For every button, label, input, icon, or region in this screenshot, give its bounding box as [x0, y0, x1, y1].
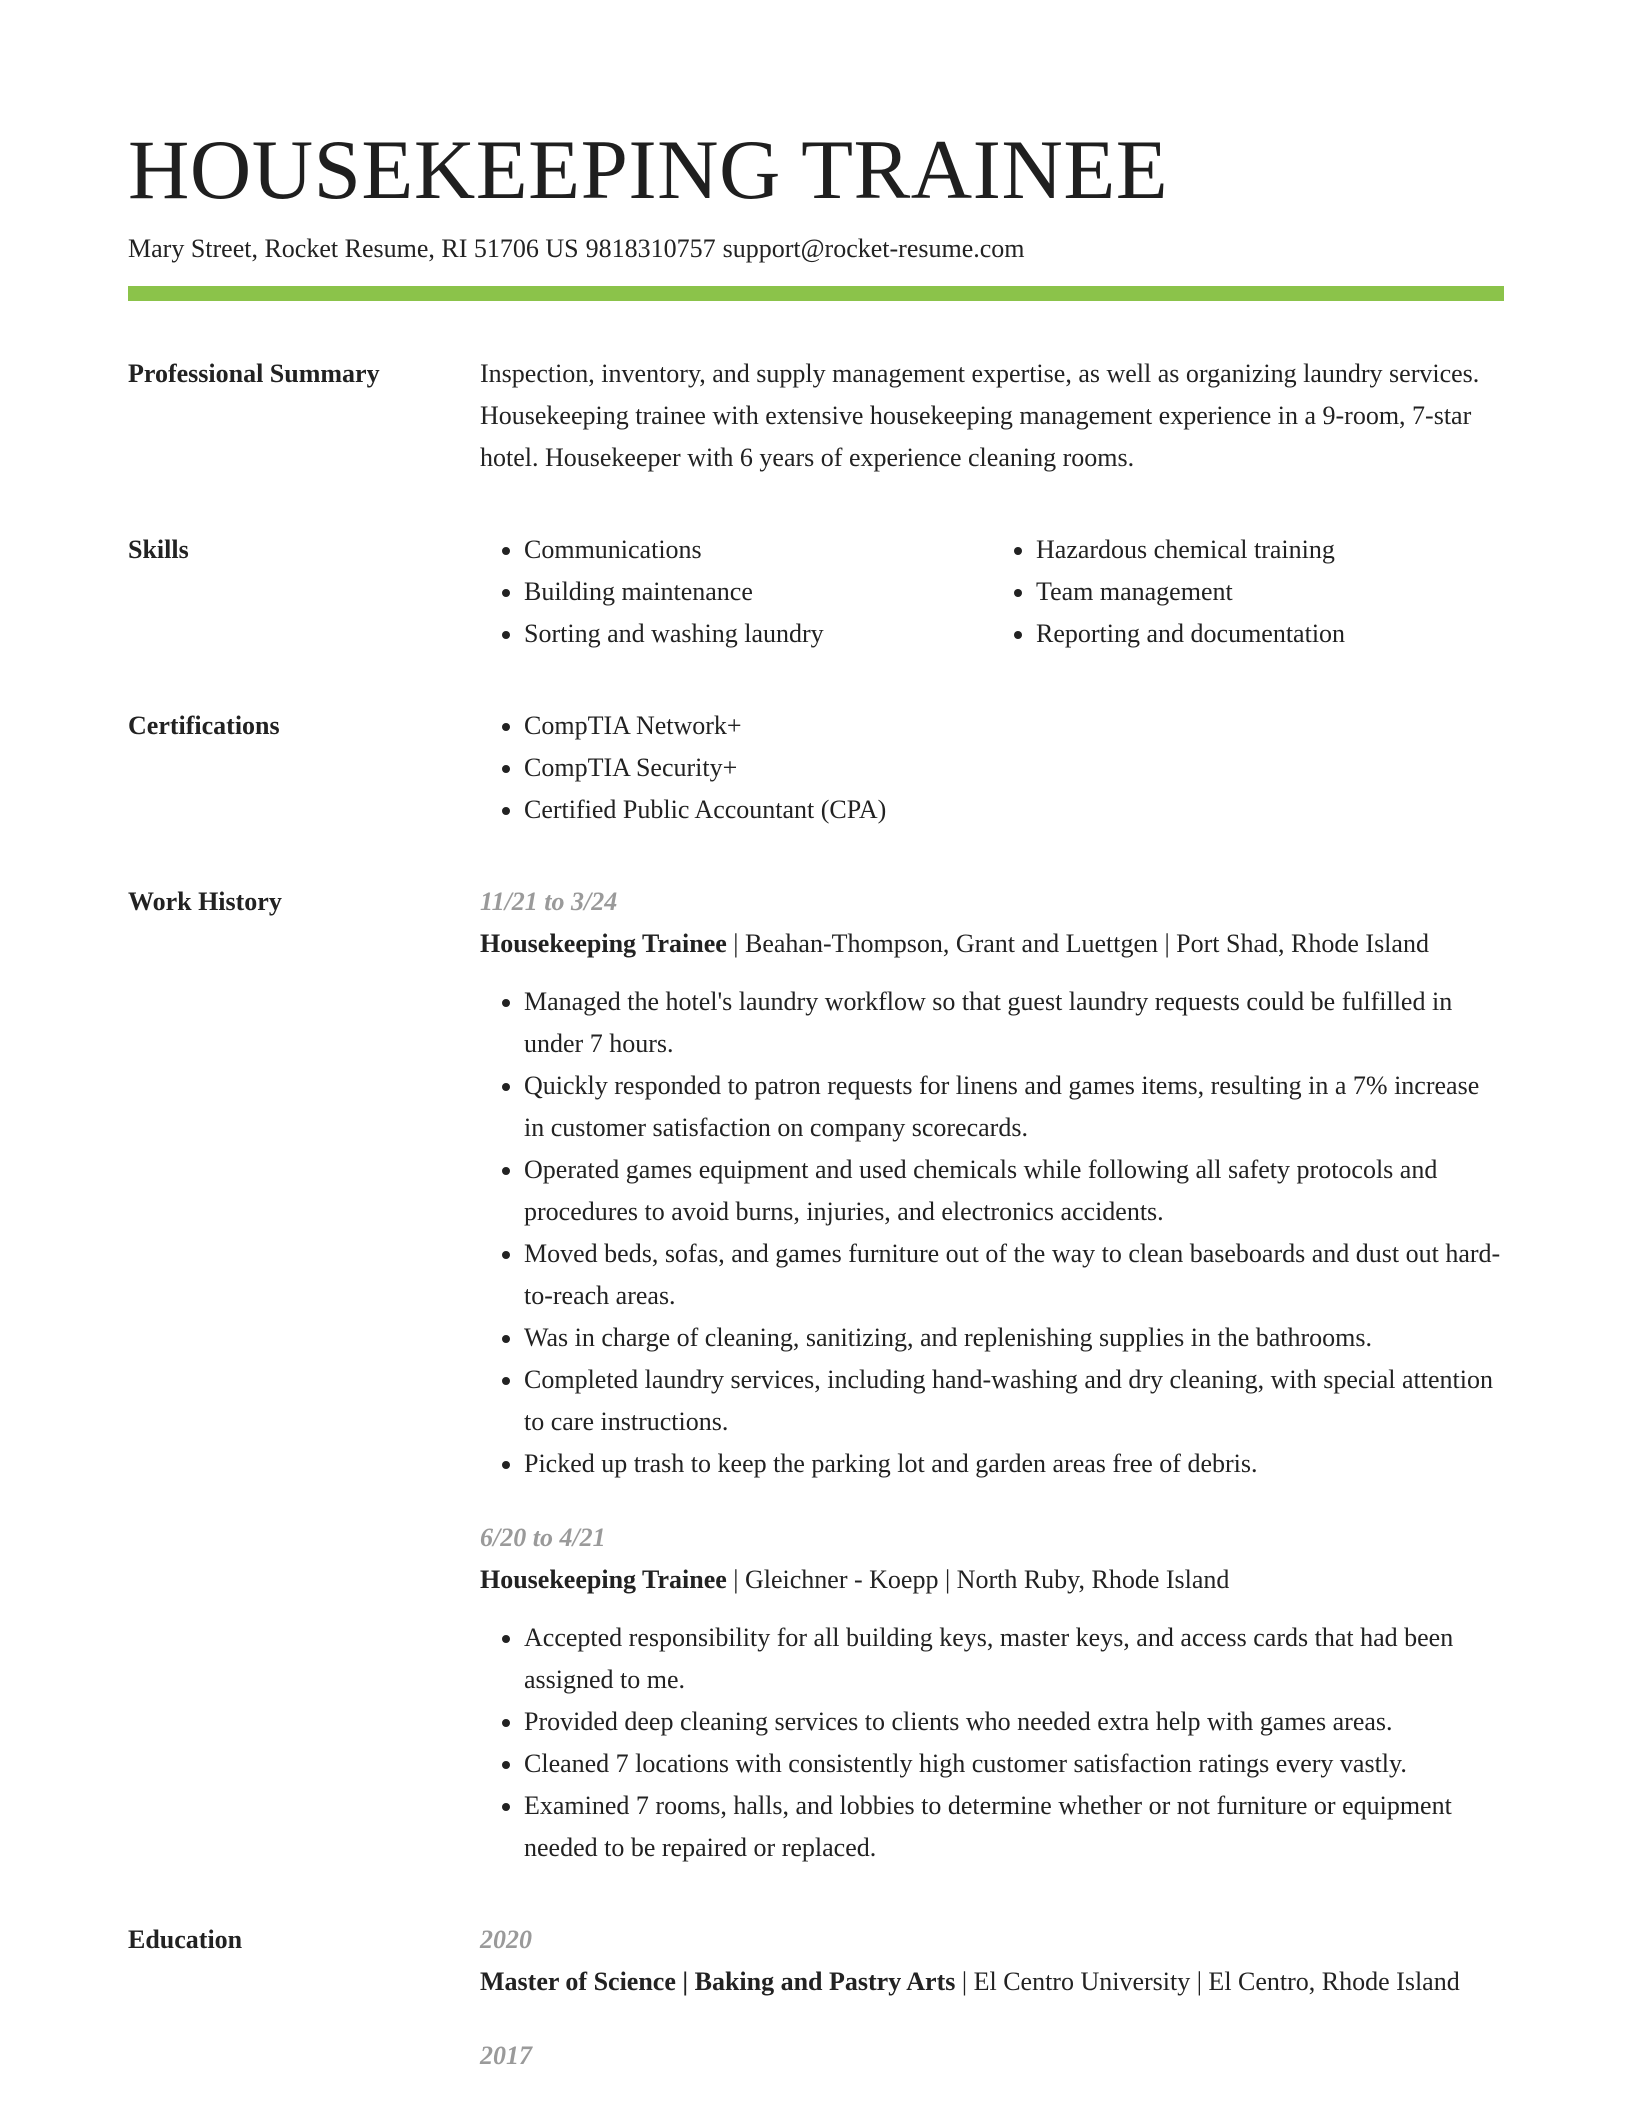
skills-section [128, 529, 1504, 655]
job-bullets [480, 981, 1504, 1485]
job-bullet: • Accepted responsibility for all building keys, master keys, and access cards that had been assigned to me. [524, 1617, 1504, 1701]
resume-page [128, 118, 1504, 2077]
job-bullet: • Quickly responded to patron requests for linens and games items, resulting in a 7% increase in customer satisfaction on company scorecards. [524, 1065, 1504, 1149]
job-bullet: • Cleaned 7 locations with consistently high customer satisfaction ratings every vastly. [524, 1743, 1504, 1785]
summary-label: Professional Summary [128, 359, 380, 388]
education-year: 2020 [480, 1925, 532, 1954]
job-dates: 6/20 to 4/21 [480, 1523, 606, 1552]
education-heading [480, 1961, 1504, 2003]
contact-line [128, 232, 1504, 266]
certification-item: • Certified Public Accountant (CPA) [524, 789, 1504, 831]
education-details: | El Centro University | El Centro, Rhode Island [955, 1967, 1460, 1996]
job-entry [480, 881, 1504, 1485]
job-heading [480, 1559, 1504, 1601]
job-bullet: • Was in charge of cleaning, sanitizing, and replenishing supplies in the bathrooms. [524, 1317, 1504, 1359]
skill-item: • Building maintenance [524, 571, 992, 613]
job-bullet: • Operated games equipment and used chemicals while following all safety protocols and procedures to avoid burns, injuries, and electronics accidents. [524, 1149, 1504, 1233]
job-entry [480, 1517, 1504, 1869]
skill-item: • Reporting and documentation [1036, 613, 1504, 655]
job-bullet: • Managed the hotel's laundry workflow so that guest laundry requests could be fulfilled in under 7 hours. [524, 981, 1504, 1065]
job-details: | Beahan-Thompson, Grant and Luettgen | Port Shad, Rhode Island [726, 929, 1429, 958]
job-bullet: • Moved beds, sofas, and games furniture out of the way to clean baseboards and dust out hard-to-reach areas. [524, 1233, 1504, 1317]
work-history-label: Work History [128, 887, 282, 916]
job-heading [480, 923, 1504, 965]
job-dates: 11/21 to 3/24 [480, 887, 618, 916]
job-bullet: • Completed laundry services, including hand-washing and dry cleaning, with special attention to care instructions. [524, 1359, 1504, 1443]
skills-list-left [480, 529, 992, 655]
contact-email: support@rocket-resume.com [722, 234, 1025, 263]
certification-item: • CompTIA Network+ [524, 705, 1504, 747]
resume-name: HOUSEKEEPING TRAINEE [128, 123, 1169, 217]
certifications-label: Certifications [128, 711, 280, 740]
education-section [128, 1919, 1504, 2077]
education-label: Education [128, 1925, 243, 1954]
job-details: | Gleichner - Koepp | North Ruby, Rhode Island [726, 1565, 1230, 1594]
certifications-section [128, 705, 1504, 831]
skill-item: • Team management [1036, 571, 1504, 613]
education-degree: Master of Science | Baking and Pastry Arts [480, 1967, 956, 1996]
job-title: Housekeeping Trainee [480, 1565, 727, 1594]
job-title: Housekeeping Trainee [480, 929, 727, 958]
education-entry [480, 1919, 1504, 2003]
skill-item: • Communications [524, 529, 992, 571]
certifications-list [480, 705, 1504, 831]
skill-item: • Hazardous chemical training [1036, 529, 1504, 571]
certification-item: • CompTIA Security+ [524, 747, 1504, 789]
contact-phone: 9818310757 [585, 234, 716, 263]
header-divider [128, 286, 1504, 301]
summary-text: Inspection, inventory, and supply management expertise, as well as organizing laundry services. Housekeeping trainee with extensive housekeeping management experience in a 9-room, 7-star hotel. Housekeeper with 6 years of experience cleaning rooms. [480, 359, 1480, 472]
skill-item: • Sorting and washing laundry [524, 613, 992, 655]
job-bullet: • Provided deep cleaning services to clients who needed extra help with games areas. [524, 1701, 1504, 1743]
job-bullet: • Examined 7 rooms, halls, and lobbies to determine whether or not furniture or equipment needed to be repaired or replaced. [524, 1785, 1504, 1869]
work-history-section [128, 881, 1504, 1869]
summary-section [128, 353, 1504, 479]
job-bullets [480, 1617, 1504, 1869]
skills-label: Skills [128, 535, 189, 564]
education-year: 2017 [480, 2041, 532, 2070]
job-bullet: • Picked up trash to keep the parking lot and garden areas free of debris. [524, 1443, 1504, 1485]
contact-address: Mary Street, Rocket Resume, RI 51706 US [128, 234, 579, 263]
education-entry [480, 2035, 1504, 2077]
skills-list-right [992, 529, 1504, 655]
